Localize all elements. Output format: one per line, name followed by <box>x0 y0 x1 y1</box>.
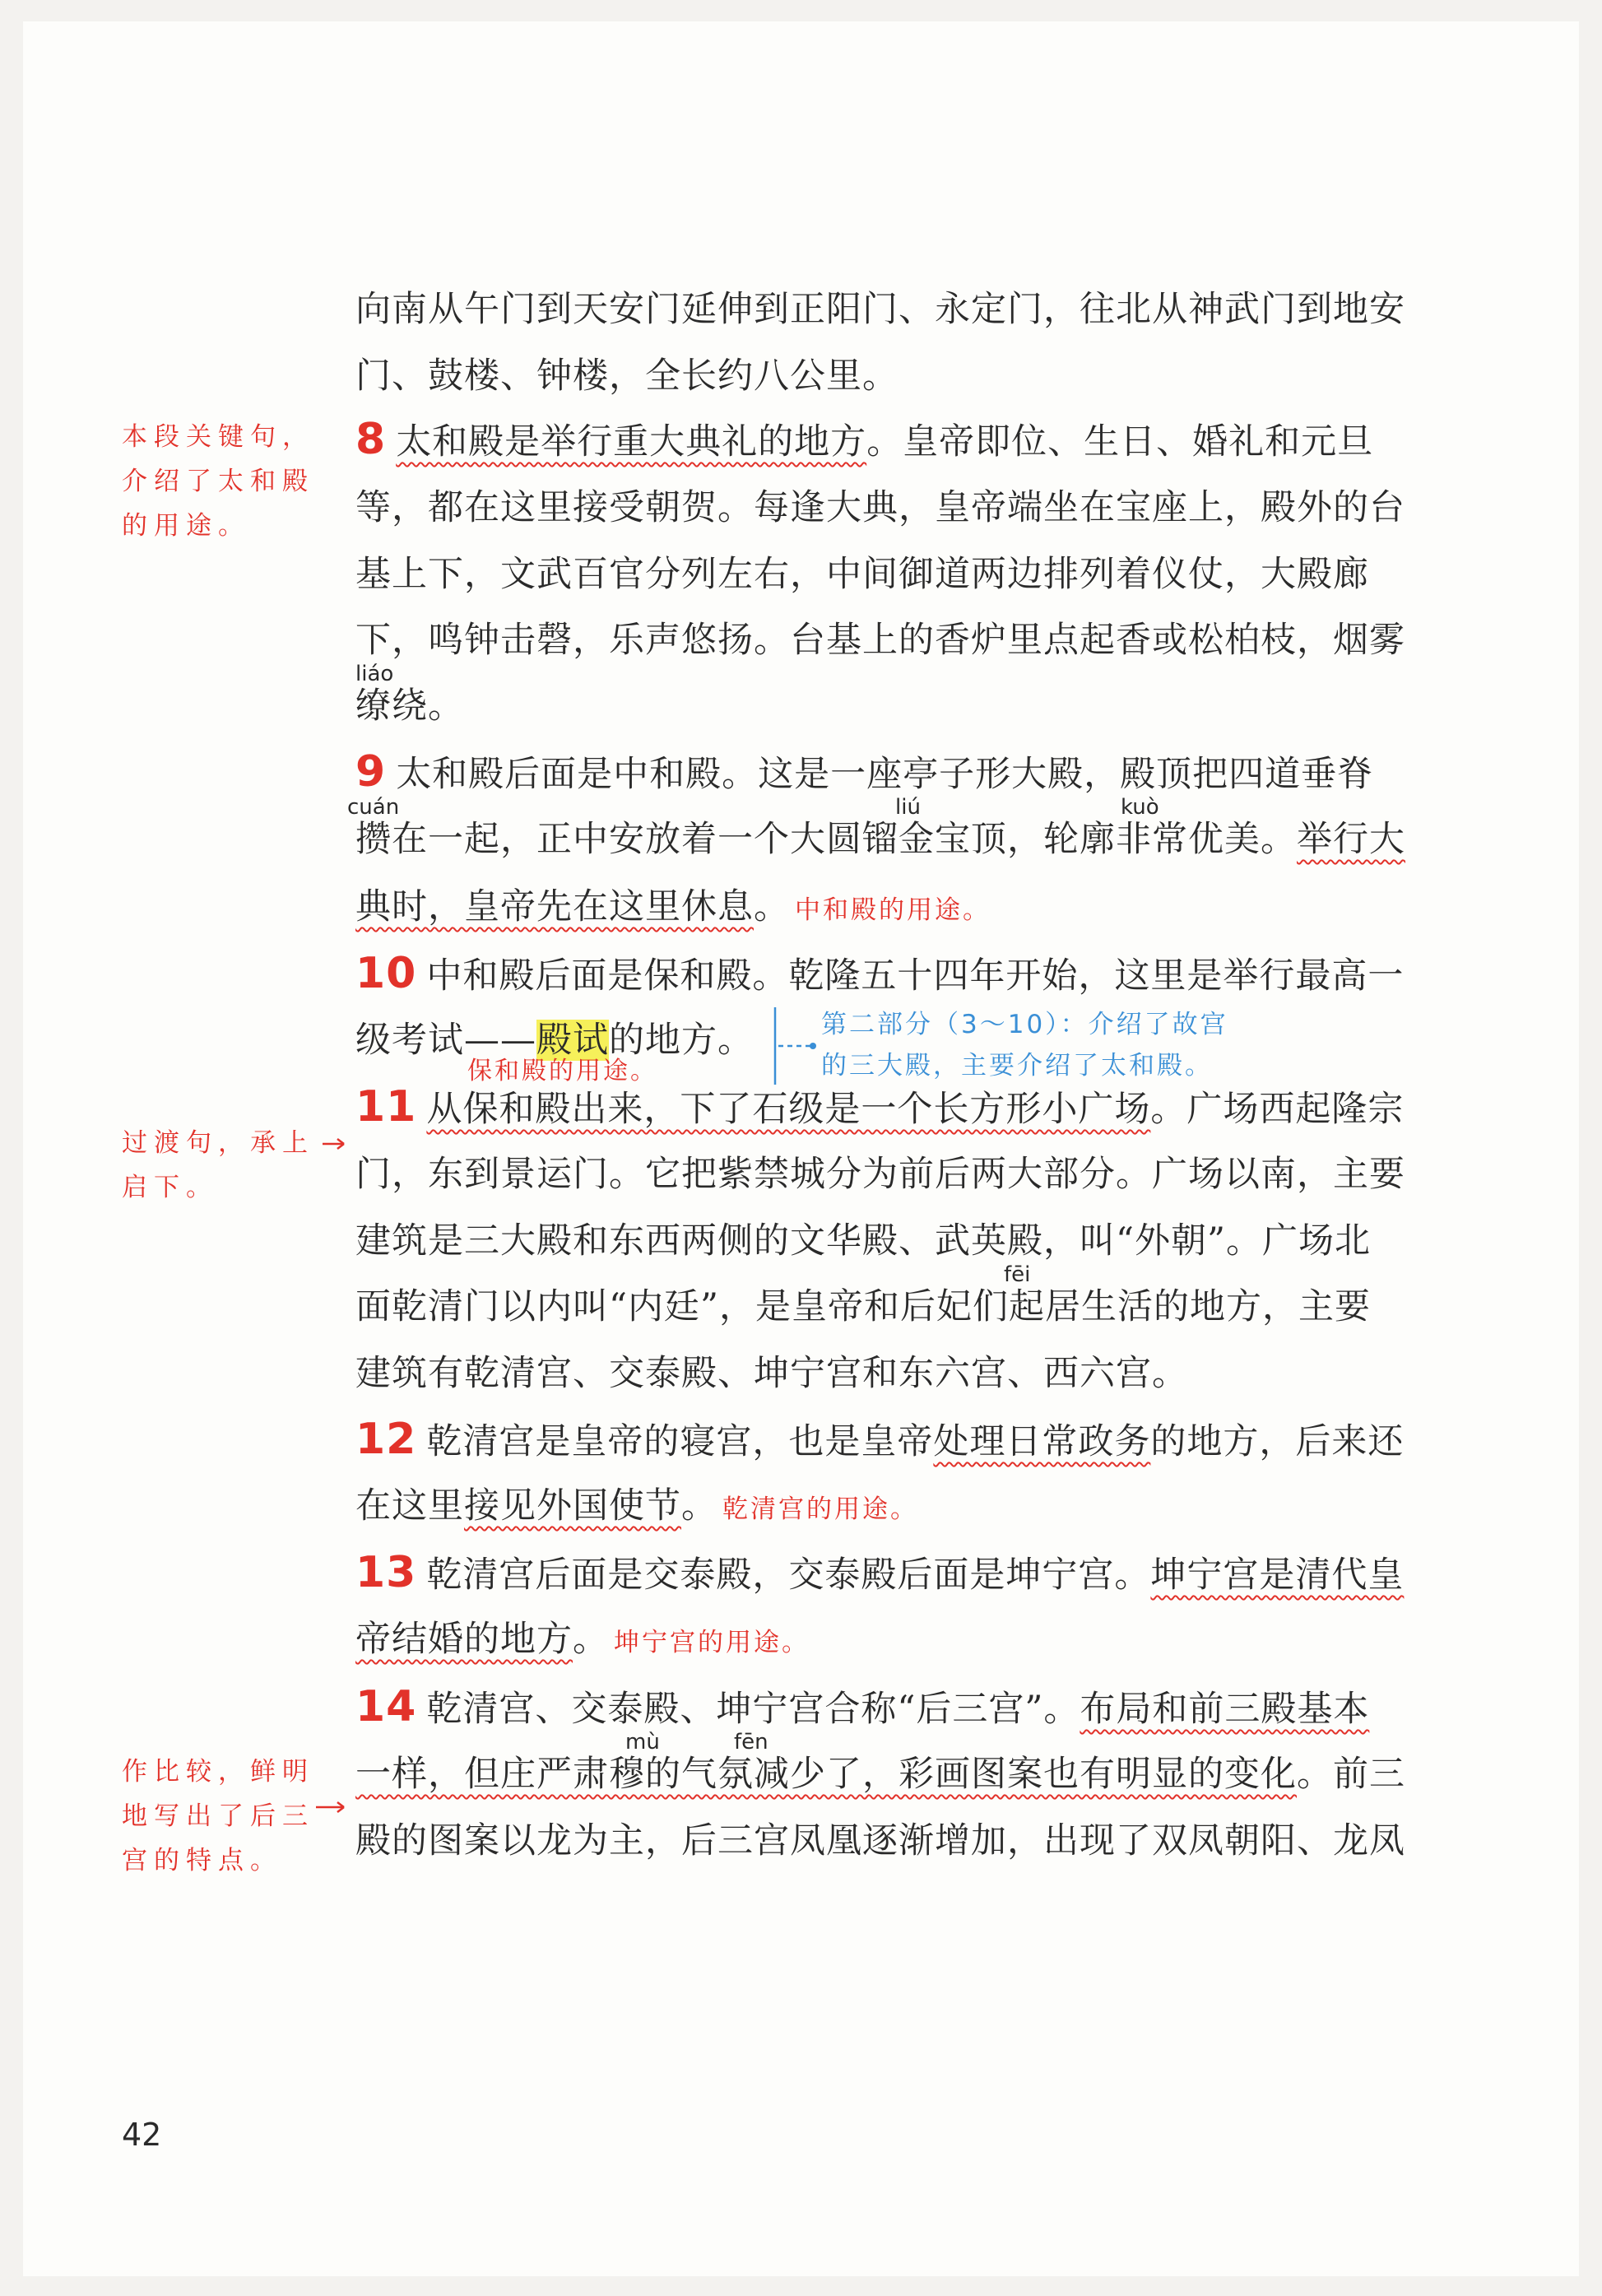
text-span: 乾清宫、交泰殿、坤宁宫合称“后三宫”。 <box>426 1689 1080 1730</box>
paragraph-number: 13 <box>355 1548 417 1597</box>
text-span: 中和殿后面是保和殿。乾隆五十四年开始，这里是举行最高一 <box>426 955 1405 997</box>
paragraph-number: 10 <box>355 949 417 998</box>
key-sentence: 从保和殿出来，下了石级是一个长方形小广场 <box>426 1089 1151 1130</box>
arrow-p11-icon <box>323 1139 344 1149</box>
key-sentence: 布局和前三殿基本 <box>1080 1689 1370 1730</box>
text-span: 向南从午门到天安门延伸到正阳门、永定门，往北从神武门到地安 <box>355 289 1405 330</box>
text-span: 门，东到景运门。它把紫禁城分为前后两大部分。广场以南，主要 <box>355 1154 1405 1195</box>
pinyin-liu: liú <box>895 795 921 820</box>
text-span: 殿的图案以龙为主，后三宫凤凰逐渐增加，出现了双凤朝阳、龙凤 <box>355 1820 1405 1861</box>
page-number: 42 <box>122 2117 162 2153</box>
key-sentence: 举行大 <box>1297 819 1405 860</box>
text-span: 。 <box>681 1485 717 1527</box>
text-span: 太和殿后面是中和殿。这是一座亭子形大殿，殿顶把四道垂脊 <box>396 754 1374 795</box>
pinyin-cuan: cuán <box>347 795 400 820</box>
text-span: 。 <box>573 1619 609 1660</box>
paragraph-number: 12 <box>355 1415 417 1464</box>
note-line: 过渡句，承上 <box>122 1128 314 1158</box>
bracket-part2-icon <box>775 1007 816 1085</box>
text-span: 级考试—— <box>355 1020 536 1061</box>
pinyin-fen: fēn <box>734 1730 768 1755</box>
inline-note-p9: 中和殿的用途。 <box>795 895 991 925</box>
key-sentence: 一样，但庄严肃穆的气氛减少了，彩画图案也有明显的变化 <box>355 1754 1297 1795</box>
text-span: 的地方。 <box>609 1020 754 1061</box>
text-span: 的地方，后来还 <box>1150 1421 1405 1462</box>
key-sentence: 处理日常政务 <box>933 1421 1151 1462</box>
pinyin-liao: liáo <box>355 662 394 686</box>
note-line: 地写出了后三 <box>122 1801 314 1831</box>
pinyin-mu: mù <box>625 1730 660 1755</box>
text-span: 在这里 <box>355 1485 464 1527</box>
note-line: 启下。 <box>122 1173 218 1202</box>
inline-note-p12: 乾清宫的用途。 <box>722 1494 918 1524</box>
pinyin-kuo: kuò <box>1121 795 1159 820</box>
note-line: 宫的特点。 <box>122 1846 282 1875</box>
note-line: 介绍了太和殿 <box>122 467 314 496</box>
text-span: 门、鼓楼、钟楼，全长约八公里。 <box>355 356 899 397</box>
text-span: 乾清宫后面是交泰殿，交泰殿后面是坤宁宫。 <box>426 1555 1151 1596</box>
key-sentence: 接见外国使节 <box>464 1485 681 1527</box>
text-span: 下，鸣钟击磬，乐声悠扬。台基上的香炉里点起香或松柏枝，烟雾 <box>355 620 1405 661</box>
note-line: 作比较，鲜明 <box>122 1757 314 1787</box>
note-line: 的用途。 <box>122 511 250 541</box>
text-span: 。皇帝即位、生日、婚礼和元旦 <box>866 421 1374 462</box>
text-span: 。前三 <box>1297 1754 1405 1795</box>
text-span: 乾清宫是皇帝的寝宫，也是皇帝 <box>426 1421 934 1462</box>
text-span: 。广场西起隆宗 <box>1150 1089 1405 1130</box>
note-line: 第二部分（3～10）：介绍了故宫 <box>821 1010 1228 1039</box>
key-sentence: 坤宁宫是清代皇 <box>1150 1555 1405 1596</box>
highlighted-term: 殿试 <box>536 1020 609 1061</box>
paragraph-number: 14 <box>355 1682 417 1731</box>
text-span: 。 <box>754 886 790 927</box>
text-span: 攒在一起，正中安放着一个大圆镏金宝顶，轮廓非常优美。 <box>355 819 1297 860</box>
paragraph-number: 11 <box>355 1082 417 1132</box>
key-sentence: 帝结婚的地方 <box>355 1619 573 1660</box>
text-span: 基上下，文武百官分列左右，中间御道两边排列着仪仗，大殿廊 <box>355 554 1369 595</box>
key-sentence: 典时，皇帝先在这里休息 <box>355 886 754 927</box>
text-span: 面乾清门以内叫“内廷”，是皇帝和后妃们起居生活的地方，主要 <box>355 1286 1371 1327</box>
paragraph-number: 9 <box>355 747 387 797</box>
pinyin-fei: fēi <box>1004 1262 1031 1287</box>
text-span: 等，都在这里接受朝贺。每逢大典，皇帝端坐在宝座上，殿外的台 <box>355 487 1405 528</box>
note-line: 的三大殿，主要介绍了太和殿。 <box>821 1051 1213 1081</box>
note-below-p10: 保和殿的用途。 <box>467 1057 657 1085</box>
arrow-p14-icon <box>316 1802 344 1812</box>
inline-note-p13: 坤宁宫的用途。 <box>614 1628 810 1657</box>
key-sentence: 太和殿是举行重大典礼的地方 <box>396 421 867 462</box>
text-span: 缭绕。 <box>355 686 464 727</box>
note-line: 本段关键句， <box>122 422 314 452</box>
text-span: 建筑是三大殿和东西两侧的文华殿、武英殿，叫“外朝”。广场北 <box>355 1220 1371 1262</box>
paragraph-number: 8 <box>355 415 387 464</box>
text-span: 建筑有乾清宫、交泰殿、坤宁宫和东六宫、西六宫。 <box>355 1353 1188 1394</box>
